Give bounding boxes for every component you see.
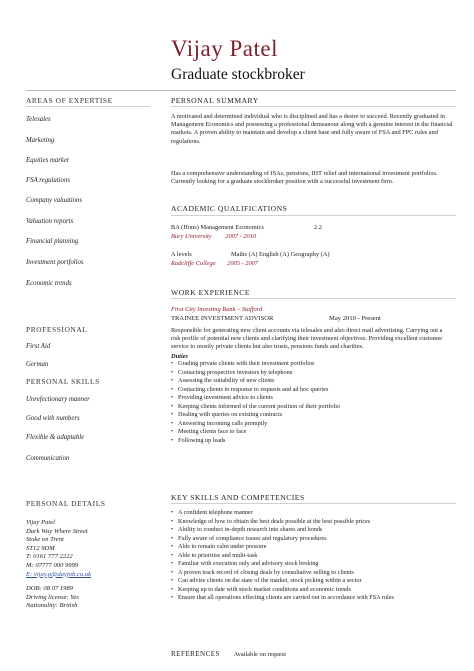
duties-list (171, 360, 340, 445)
detail-mobile: M: 07777 000 9999 (26, 561, 79, 569)
summary-paragraph-2: Has a comprehensive understanding of ISAs, pensions, IHT relief and international investment portfolios. Currently looking for a graduate stockbroker position with a successful investment firm. (171, 170, 438, 186)
detail-city: Stoke on Trent (26, 536, 64, 544)
duty-item: • Dealing with queries on existing contracts (171, 411, 340, 420)
academic-rule (171, 215, 456, 216)
detail-telephone: T: 0161 777 2222 (26, 553, 73, 561)
university-row (171, 233, 256, 240)
duty-item: • Contacting prospective investors by telephone (171, 369, 340, 378)
detail-dob: DOB: 08 07 1989 (26, 585, 74, 593)
employer: First City Investing Bank – Stafford (171, 306, 263, 313)
duty-item: • Grading private clients with their investment portfolios (171, 360, 340, 369)
duties-heading: Duties (171, 353, 189, 360)
degree-grade: 2.2 (314, 224, 322, 231)
references-text: Available on request (233, 651, 286, 658)
detail-nationality: Nationality: British (26, 602, 78, 610)
academic-heading: ACADEMIC QUALIFICATIONS (171, 204, 288, 213)
key-skill-item: • A confident telephone manner (171, 509, 394, 518)
duty-item: • Assessing the suitability of new clients (171, 377, 340, 386)
work-description: Responsible for generating new client accounts via telesales and also direct mail advertising. Carrying out a risk profile of potential new clients and clarifying their investment objectives. Providing excellent customer service to mostly private clients but also trusts, pensions funds and charities. (171, 327, 443, 351)
university: Bury University (171, 233, 212, 240)
expertise-item: Economic trends (26, 280, 72, 287)
summary-heading (171, 96, 259, 105)
detail-street: Dark Way Where Street (26, 527, 88, 535)
summary-rule (171, 106, 456, 107)
expertise-item: FSA regulations (26, 177, 70, 184)
personal-skills-heading: PERSONAL SKILLS (26, 377, 100, 386)
expertise-item: Marketing (26, 137, 55, 144)
key-skill-item: • Able to prioritise and multi-task (171, 552, 394, 561)
key-skills-rule (171, 503, 456, 504)
position-row (171, 315, 381, 322)
key-skill-item: • Fully aware of compliance issues and regulatory procedures (171, 535, 394, 544)
position-title: TRAINEE INVESTMENT ADVISOR (171, 315, 274, 322)
key-skill-item: • A proven track record of closing deals by consultative selling to clients (171, 569, 394, 578)
work-rule (171, 298, 456, 299)
personal-skill-item: Communication (26, 455, 70, 462)
college-row (171, 260, 258, 267)
expertise-heading: AREAS OF EXPERTISE (26, 96, 113, 105)
university-years: 2007 - 2010 (225, 233, 257, 240)
alevels-label: A levels (171, 251, 192, 258)
degree-row (171, 224, 322, 231)
key-skill-item: • Able to remain calm under pressure (171, 543, 394, 552)
expertise-item: Valuation reports (26, 218, 74, 225)
position-dates: May 2010 - Present (329, 315, 381, 322)
language-item: German (26, 361, 49, 368)
duty-item: • Answering incoming calls promptly (171, 420, 340, 429)
summary-heading-text: PERSONAL SUMMARY (171, 96, 259, 105)
duty-item: • Contacting clients in response to requests and ad hoc queries (171, 386, 340, 395)
personal-skill-item: Good with numbers (26, 415, 80, 422)
college-years: 2005 - 2007 (227, 260, 259, 267)
detail-postcode: ST12 9DM (26, 544, 55, 552)
sidebar-rule (26, 106, 150, 107)
expertise-item: Company valuations (26, 197, 83, 204)
degree: BA (Hons) Management Economics (171, 224, 264, 231)
college: Radcliffe College (171, 260, 216, 267)
header-rule (26, 90, 456, 91)
language-item: First Aid (26, 343, 51, 350)
summary-paragraph-1: A motivated and determined individual who is disciplined and has a desire to succeed. Recently graduated in Management Economics and possessing a professional demeanour along with a genuine interest in the financial markets. A proven ability to maintain and develop a client base and fully aware of FSA and FPC rules and regulations. (171, 113, 453, 145)
references-row (171, 650, 286, 658)
work-heading: WORK EXPERIENCE (171, 288, 251, 297)
personal-details-block (26, 519, 91, 611)
personal-skill-item: Unrefectionary manner (26, 396, 90, 403)
expertise-item: Investment portfolios (26, 259, 84, 266)
alevels-row (171, 251, 330, 258)
detail-email-link[interactable]: E: vijay.p@dayjob.co.uk (26, 570, 92, 578)
duty-item: • Following up leads (171, 437, 340, 446)
key-skill-item: • Ensure that all operations effecting clients are carried out in accordance with FSA rules (171, 594, 394, 603)
expertise-item: Telesales (26, 116, 51, 123)
alevels-subjects: Maths (A) English (A) Geography (A) (231, 251, 330, 258)
duty-item: • Keeping clients informed of the current position of their portfolio (171, 403, 340, 412)
detail-license: Driving license: Yes (26, 593, 79, 601)
key-skills-list (171, 509, 394, 603)
personal-skill-item: Flexible & adaptable (26, 434, 85, 441)
key-skill-item: • Can advise clients on the state of the market, stock picking within a sector (171, 577, 394, 586)
duty-item: • Meeting clients face to face (171, 428, 340, 437)
key-skill-item: • Keeping up to date with stock market conditions and economic trends (171, 586, 394, 595)
references-heading: REFERENCES (171, 650, 220, 658)
candidate-name: Vijay Patel (171, 36, 278, 61)
expertise-item: Financial planning (26, 238, 79, 245)
languages-heading: PROFESSIONAL (26, 325, 88, 334)
personal-details-heading: PERSONAL DETAILS (26, 499, 106, 508)
job-title: Graduate stockbroker (171, 66, 305, 83)
expertise-item: Equities market (26, 157, 69, 164)
detail-name: Vijay Patel (26, 519, 55, 526)
key-skill-item: • Knowledge of how to obtain the best deals possible at the best possible prices (171, 518, 394, 527)
key-skill-item: • Ability to conduct in-depth research into shares and bonds (171, 526, 394, 535)
duty-item: • Providing investment advice to clients (171, 394, 340, 403)
key-skills-heading: KEY SKILLS AND COMPETENCIES (171, 493, 305, 502)
key-skill-item: • Familiar with execution only and advisory stock broking (171, 560, 394, 569)
